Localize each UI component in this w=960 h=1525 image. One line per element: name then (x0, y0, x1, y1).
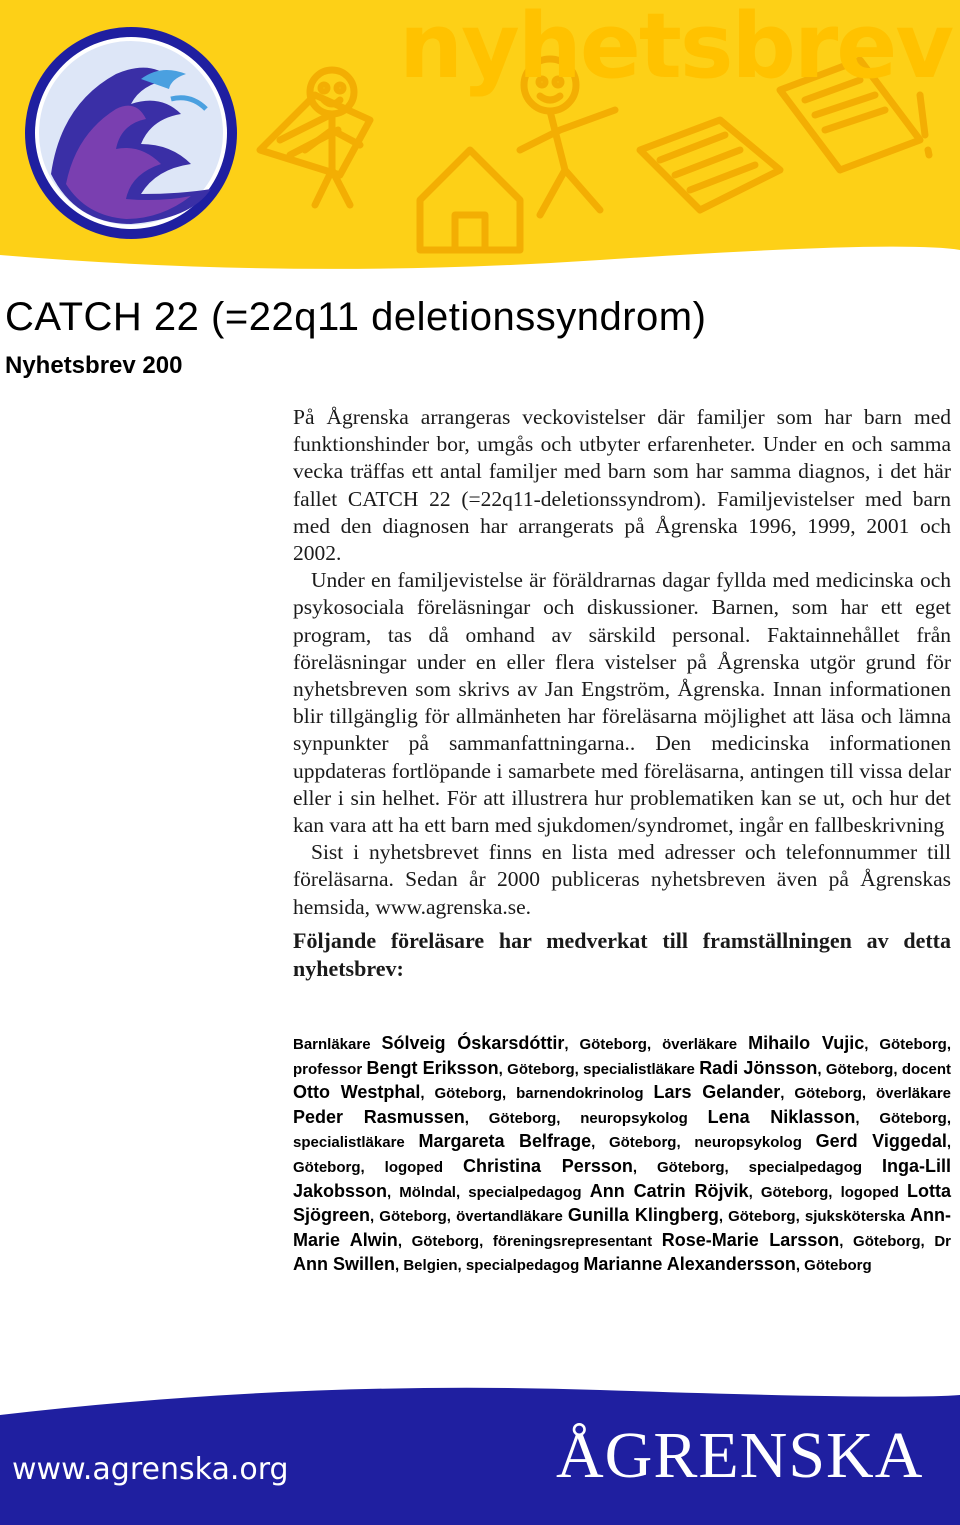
lecturer-location: , Mölndal, (387, 1183, 469, 1201)
lecturer-name: Ann Swillen (293, 1254, 396, 1275)
lecturer-role: specialistläkare (293, 1134, 419, 1152)
lecturer-name: Ann Catrin Röjvik (589, 1180, 749, 1201)
lecturer-role: specialpedagog (468, 1183, 590, 1201)
lecturer-location: , Göteborg, (780, 1085, 876, 1103)
intro-text (293, 404, 951, 983)
lecturer-name: Marianne Alexandersson (583, 1254, 796, 1275)
lecturer-role: neuropsykolog (694, 1134, 816, 1152)
lecturer-name: Mihailo Vujic (748, 1033, 865, 1053)
footer-brand-logo: ÅGRENSKA (556, 1419, 924, 1492)
lecturer-location: , Göteborg, (564, 1036, 663, 1053)
lecturer-location: , Göteborg, (464, 1109, 581, 1127)
lecturer-role: barnendokrinolog (516, 1085, 654, 1103)
lecturer-name: Lena Niklasson (707, 1106, 856, 1127)
lecturer-role: docent (901, 1060, 951, 1078)
lecturer-name: Lotta Sjögreen (293, 1180, 951, 1226)
lecturer-name: Lars Gelander (653, 1082, 781, 1103)
lecturer-name: Margareta Belfrage (418, 1131, 592, 1152)
footer-website-link[interactable]: www.agrenska.org (12, 1452, 289, 1487)
document-subtitle: Nyhetsbrev 200 (5, 352, 183, 379)
lecturer-role: specialistläkare (583, 1060, 700, 1078)
lecturer-location: , Göteborg, (370, 1208, 457, 1226)
lecturer-role: logoped (840, 1183, 907, 1201)
lecturer-role: överläkare (662, 1036, 749, 1053)
lecturer-location: , Göteborg, (748, 1183, 841, 1201)
lecturer-location: , Göteborg, (420, 1085, 517, 1103)
lecturer-name: Bengt Eriksson (366, 1057, 499, 1078)
lecturer-role: logoped (384, 1158, 463, 1176)
lecturer-name: Peder Rasmussen (293, 1106, 465, 1127)
footer-banner (0, 1370, 960, 1525)
lecturer-role: övertandläkare (456, 1208, 568, 1226)
lecturer-role: specialpedagog (748, 1158, 883, 1176)
lecturer-location: , Göteborg, (498, 1060, 584, 1078)
lecturer-location: , Belgien, (395, 1257, 466, 1275)
lecturer-role: professor (293, 1060, 367, 1078)
lecturer-location: , Göteborg, (293, 1134, 951, 1176)
lecturer-role: Barnläkare (293, 1036, 382, 1053)
lecturer-location: , Göteborg (795, 1257, 872, 1275)
lecturer-role: sjuksköterska (804, 1208, 911, 1226)
lecturer-location: , Göteborg, (632, 1158, 749, 1176)
lecturer-name: Radi Jönsson (699, 1057, 818, 1078)
lecturers-heading: Följande föreläsare har medverkat till framställningen av detta nyhetsbrev: (293, 927, 951, 981)
lecturer-role: Dr (934, 1232, 951, 1250)
lecturer-location: , Göteborg, (591, 1134, 695, 1152)
intro-paragraph-1: På Ågrenska arrangeras veckovistelser där familjer som har barn med funktionshinder bor, umgås och utbyter erfarenheter. Under en och samma vecka träffas ett antal familjer med barn som har samma diagnos, i det här fallet CATCH 22 (=22q11-deletionssyndrom). Familjevistelser med barn med den diagnosen har arrangerats på Ågrenska 1996, 1999, 2001 och 2002. (293, 405, 951, 566)
newsletter-wordmark: nyhetsbrev (399, 0, 952, 99)
lecturer-name: Christina Persson (462, 1155, 633, 1176)
lecturer-role: neuropsykolog (580, 1109, 708, 1127)
lecturer-name: Rose-Marie Larsson (661, 1229, 840, 1250)
document-title: CATCH 22 (=22q11 deletionssyndrom) (5, 295, 707, 339)
lecturer-role: överläkare (875, 1085, 952, 1103)
lecturer-name: Ann-Marie Alwin (293, 1205, 952, 1250)
intro-paragraph-3: Sist i nyhetsbrevet finns en lista med adresser och telefonnummer till föreläsarna. Sedan år 2000 publiceras nyhetsbreven även på Ågrenskas hemsida, www.agrenska.se. (293, 840, 951, 919)
lecturer-role: specialpedagog (465, 1257, 584, 1275)
lecturer-list (293, 1032, 951, 1278)
lecturer-location: , Göteborg, (718, 1208, 805, 1226)
lecturer-location: , Göteborg, (864, 1036, 951, 1053)
lecturer-name: Gunilla Klingberg (567, 1205, 719, 1226)
lecturer-name: Inga-Lill Jakobsson (293, 1155, 952, 1201)
lecturer-name: Sólveig Óskarsdóttir (381, 1033, 565, 1053)
lecturer-name: Gerd Viggedal (815, 1131, 947, 1152)
lecturer-location: , Göteborg, (397, 1232, 493, 1250)
lecturer-location: , Göteborg, (839, 1232, 935, 1250)
lecturer-location: , Göteborg, (817, 1060, 902, 1078)
intro-paragraph-2: Under en familjevistelse är föräldrarnas dagar fyllda med medicinska och psykosociala föreläsningar och diskussioner. Barnen, som har ett eget program, tas då omhand av särskild personal. Faktainnehållet från föreläsningar under en eller flera vistelser på Ågrenska utgör grund för nyhetsbreven som skrivs av Jan Engström, Ågrenska. Innan informationen blir tillgänglig för allmänheten har föreläsarna möjlighet att läsa och lämna synpunkter på sammanfattningarna.. Den medicinska informationen uppdateras fortlöpande i samarbete med föreläsarna, antingen till vissa delar eller i sin helhet. För att illustrera hur problematiken kan se ut, och hur det kan vara att ha ett barn med sjukdomen/syndromet, ingår en fallbeskrivning (293, 568, 951, 838)
lecturer-name: Otto Westphal (293, 1082, 421, 1103)
wave-logo-icon (21, 24, 241, 242)
lecturer-location: , Göteborg, (855, 1109, 952, 1127)
lecturer-role: föreningsrepresentant (492, 1232, 662, 1250)
header-banner (0, 0, 960, 270)
